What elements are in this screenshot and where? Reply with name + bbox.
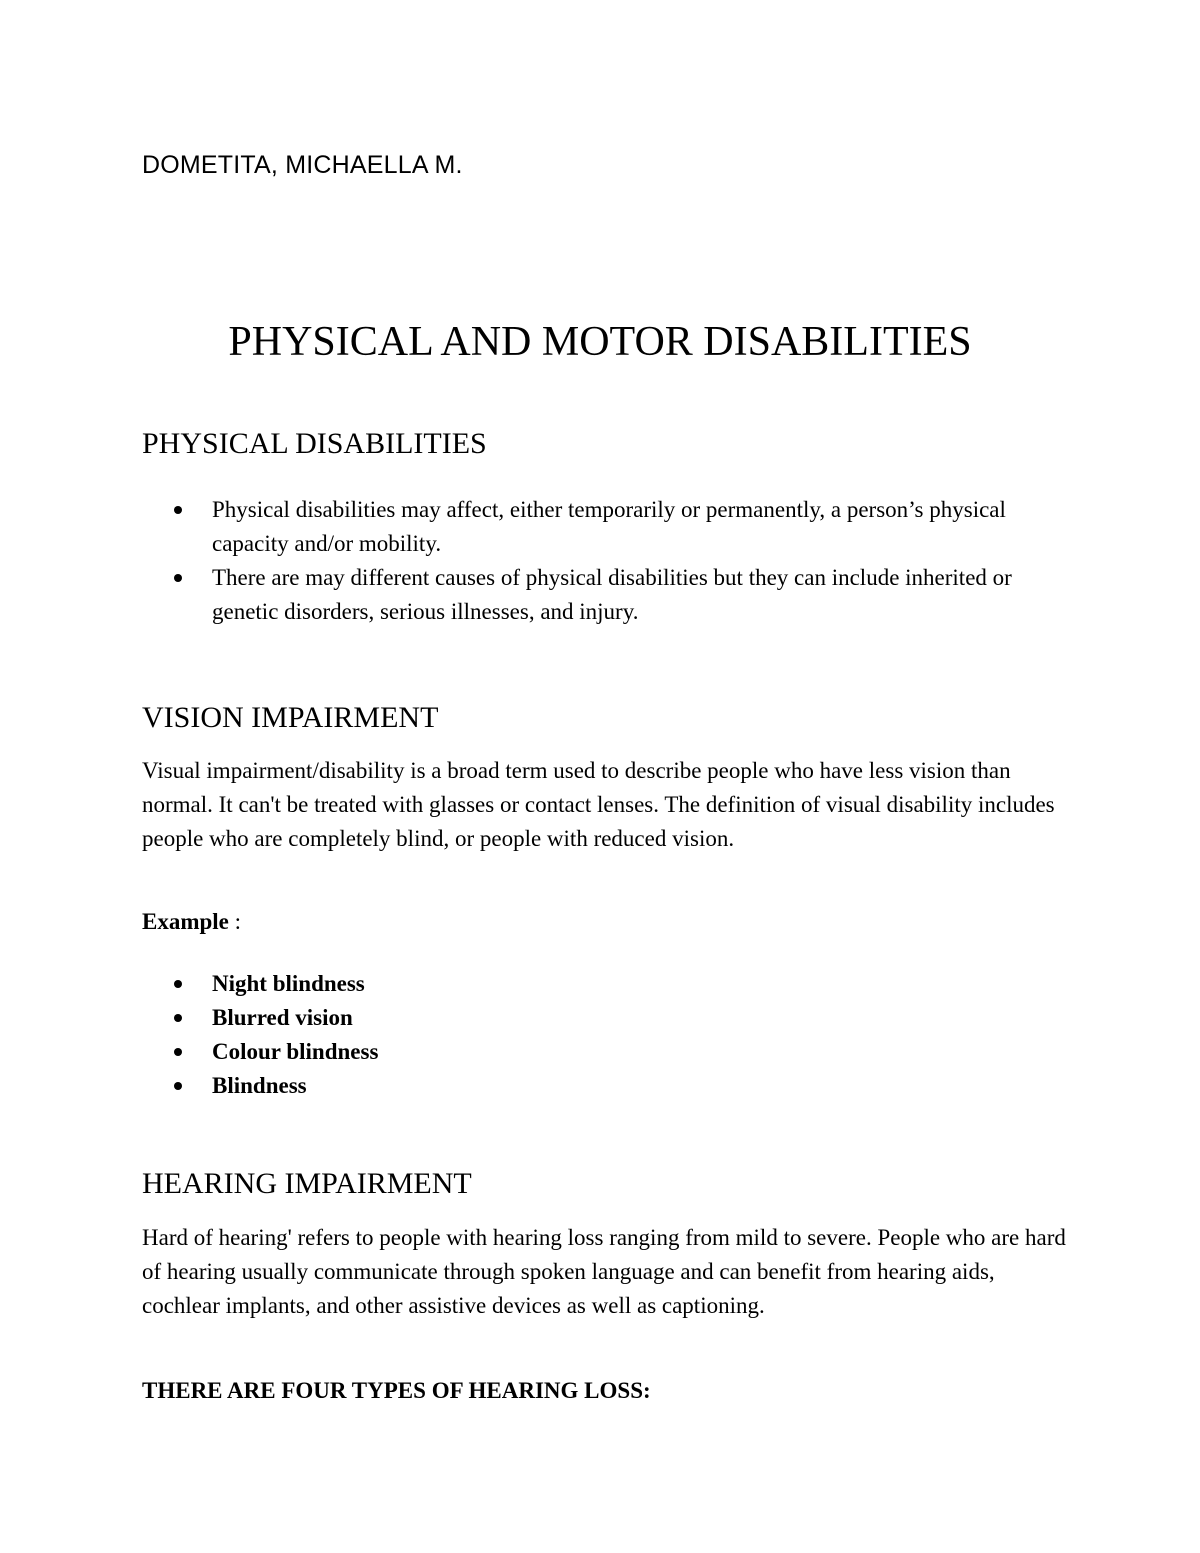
list-item <box>142 561 1072 629</box>
list-item <box>142 493 1072 561</box>
hearing-impairment-paragraph: Hard of hearing' refers to people with hearing loss ranging from mild to severe. People who are hard of hearing usually communicate through spoken language and can benefit from hearing aids, cochlear implants, and other assistive devices as well as captioning. <box>142 1225 1066 1318</box>
list-item <box>142 1069 742 1103</box>
author-name: DOMETITA, MICHAELLA M. <box>142 151 463 179</box>
list-item-text: Blurred vision <box>212 1005 353 1030</box>
example-label-line <box>142 905 241 939</box>
example-label-suffix: : <box>228 909 242 934</box>
section-heading-hearing-impairment: HEARING IMPAIRMENT <box>142 1167 472 1200</box>
list-item-text: There are may different causes of physical disabilities but they can include inherited or genetic disorders, serious illnesses, and injury. <box>212 565 1012 624</box>
list-item <box>142 1001 742 1035</box>
list-item-text: Blindness <box>212 1073 307 1098</box>
physical-disabilities-list <box>142 493 1072 629</box>
bullet-icon <box>174 1048 182 1056</box>
bullet-icon <box>174 1014 182 1022</box>
list-item <box>142 967 742 1001</box>
list-item-text: Physical disabilities may affect, either temporarily or permanently, a person’s physical capacity and/or mobility. <box>212 497 1006 556</box>
example-label: Example <box>142 909 229 934</box>
document-title: PHYSICAL AND MOTOR DISABILITIES <box>228 319 972 365</box>
section-heading-physical-disabilities: PHYSICAL DISABILITIES <box>142 427 487 460</box>
bullet-icon <box>174 980 182 988</box>
section-heading-vision-impairment: VISION IMPAIRMENT <box>142 701 439 734</box>
vision-impairment-paragraph: Visual impairment/disability is a broad term used to describe people who have less vision than normal. It can't be treated with glasses or contact lenses. The definition of visual disability includes people who are completely blind, or people with reduced vision. <box>142 758 1055 851</box>
bullet-icon <box>174 1082 182 1090</box>
list-item-text: Night blindness <box>212 971 365 996</box>
vision-examples-list <box>142 967 742 1103</box>
bullet-icon <box>174 506 182 514</box>
list-item-text: Colour blindness <box>212 1039 379 1064</box>
hearing-loss-types-heading: THERE ARE FOUR TYPES OF HEARING LOSS: <box>142 1378 651 1403</box>
list-item <box>142 1035 742 1069</box>
bullet-icon <box>174 574 182 582</box>
